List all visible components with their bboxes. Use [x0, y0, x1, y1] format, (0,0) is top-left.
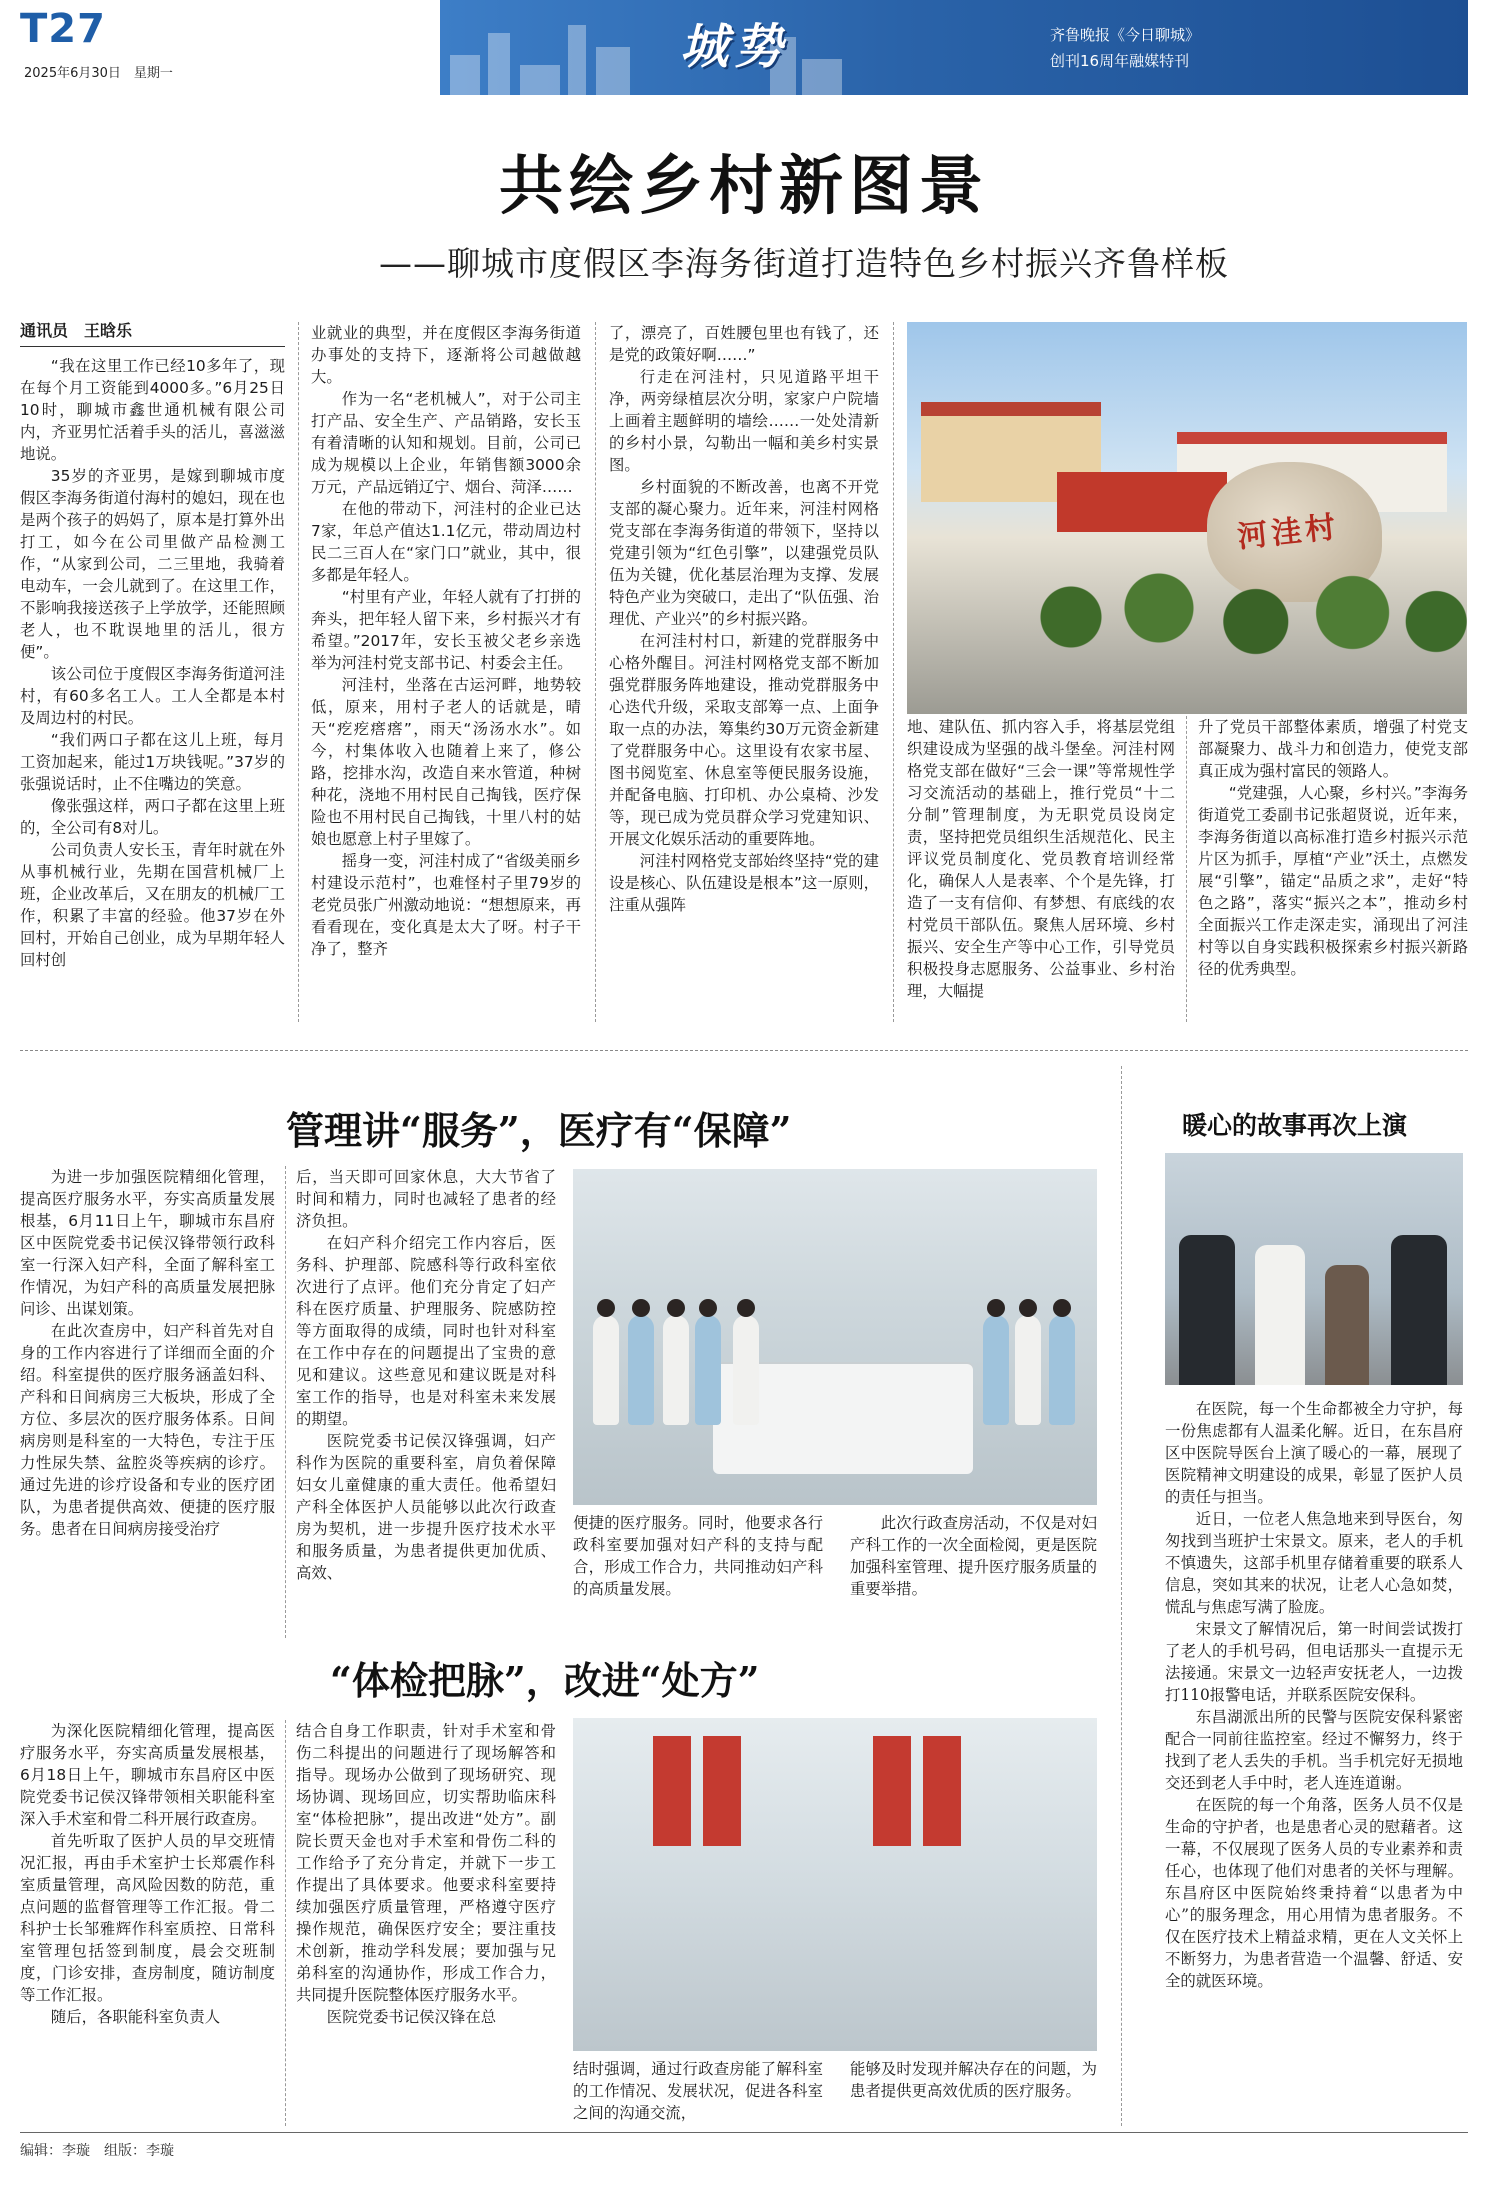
page-date: 2025年6月30日 星期一 [24, 66, 173, 81]
story2-column-1 [20, 1166, 275, 1638]
paragraph: 能够及时发现并解决存在的问题，为患者提供更高效优质的医疗服务。 [850, 2060, 1097, 2100]
story2-column-3 [573, 1512, 823, 1642]
head [699, 1299, 717, 1317]
village-photo [907, 322, 1467, 714]
elderly-woman [1325, 1265, 1369, 1385]
paragraph: 近日，一位老人焦急地来到导医台，匆匆找到当班护士宋景文。原来，老人的手机不慎遗失，这部手机里存储着重要的联系人信息，突如其来的状况，让老人心急如焚，慌乱与焦虑写满了脸庞。 [1165, 1510, 1463, 1616]
paragraph: 宋景文了解情况后，第一时间尝试拨打了老人的手机号码，但电话那头一直提示无法接通。宋景文一边轻声安抚老人，一边拨打110报警电话，并联系医院安保科。 [1165, 1620, 1463, 1704]
paragraph: 为深化医院精细化管理，提高医疗服务水平，夯实高质量发展根基，6月18日上午，聊城市东昌府区中医院党委书记侯汉锋带领相关职能科室深入手术室和骨二科开展行政查房。 [20, 1722, 275, 1828]
paragraph: 后，当天即可回家休息，大大节省了时间和精力，同时也减轻了患者的经济负担。 [296, 1168, 556, 1230]
person [663, 1315, 689, 1425]
head [1019, 1299, 1037, 1317]
story1-column-3 [609, 322, 879, 1026]
paragraph: 业就业的典型，并在度假区李海务街道办事处的支持下，逐渐将公司越做越大。 [311, 324, 581, 386]
column-divider [1121, 1066, 1122, 2126]
section-title: 城势 [680, 19, 789, 75]
paragraph: 在河洼村村口，新建的党群服务中心格外醒目。河洼村网格党支部不断加强党群服务阵地建设，推动党群服务中心迭代升级，采取支部筹一点、上面争取一点的办法，筹集约30万元资金新建了党群服务中心。这里设有农家书屋、图书阅览室、休息室等便民服务设施，并配备电脑、打印机、办公桌椅、沙发等，现已成为党员群众学习党建知识、开展文化娱乐活动的重要阵地。 [609, 632, 879, 848]
shrubs [1027, 572, 1467, 662]
warm-story-photo [1165, 1153, 1463, 1385]
police-officer [1179, 1235, 1235, 1385]
paragraph: 35岁的齐亚男，是嫁到聊城市度假区李海务街道付海村的媳妇，现在也是两个孩子的妈妈了，原本是打算外出打工，如今在公司里做产品检测工作，“从家到公司，二三里地，我骑着电动车，一会儿就到了。在这里工作，不影响我接送孩子上学放学，还能照顾老人，也不耽误地里的活儿，很方便”。 [20, 467, 285, 661]
paragraph: 乡村面貌的不断改善，也离不开党支部的凝心聚力。近年来，河洼村网格党支部在李海务街道的带领下，坚持以党建引领为“红色引擎”，以建强党员队伍为关键，优化基层治理为支撑、发展特色产业为突破口，走出了“队伍强、治理优、产业兴”的乡村振兴路。 [609, 478, 879, 628]
person [983, 1315, 1009, 1425]
paragraph: 在医院，每一个生命都被全力守护，每一份焦虑都有人温柔化解。近日，在东昌府区中医院导医台上演了暖心的一幕，展现了医院精神文明建设的成果，彰显了医护人员的责任与担当。 [1165, 1400, 1463, 1506]
promo-line-2: 创刊16周年融媒特刊 [1050, 52, 1190, 70]
paragraph: 在医院的每一个角落，医务人员不仅是生命的守护者，也是患者心灵的慰藉者。这一幕，不仅展现了医务人员的专业素养和责任心，也体现了他们对患者的关怀与理解。东昌府区中医院始终秉持着“以患者为中心”的服务理念，用心用情为患者服务。不仅在医疗技术上精益求精，更在人文关怀上不断努力，为患者营造一个温馨、舒适、安全的就医环境。 [1165, 1796, 1463, 1990]
head [987, 1299, 1005, 1317]
paragraph: 升了党员干部整体素质，增强了村党支部凝聚力、战斗力和创造力，使党支部真正成为强村富民的领路人。 [1198, 718, 1468, 780]
paragraph: 在他的带动下，河洼村的企业已达7家，年总产值达1.1亿元，带动周边村民二三百人在“家门口”就业，其中，很多都是年轻人。 [311, 500, 581, 584]
head [597, 1299, 615, 1317]
wall-poster [873, 1736, 911, 1846]
paragraph: 为进一步加强医院精细化管理，提高医疗服务水平，夯实高质量发展根基，6月11日上午，聊城市东昌府区中医院党委书记侯汉锋带领行政科室一行深入妇产科，全面了解科室工作情况，为妇产科的高质量发展把脉问诊、出谋划策。 [20, 1168, 275, 1318]
main-headline: 共绘乡村新图景 [499, 149, 989, 224]
section-divider [20, 1050, 1468, 1051]
story3-column-2 [296, 1720, 556, 2126]
meeting-photo [573, 1169, 1097, 1505]
head [667, 1299, 685, 1317]
paragraph: 河洼村网格党支部始终坚持“党的建设是核心、队伍建设是根本”这一原则，注重从强阵 [609, 852, 879, 914]
editor-credit: 编辑：李璇 组版：李璇 [20, 2143, 174, 2159]
paragraph: “我在这里工作已经10多年了，现在每个月工资能到4000多。”6月25日10时，聊城市鑫世通机械有限公司内，齐亚男忙活着手头的活儿，喜滋滋地说。 [20, 357, 285, 463]
masthead [20, 0, 1468, 95]
paragraph: 该公司位于度假区李海务街道河洼村，有60多名工人。工人全都是本村及周边村的村民。 [20, 665, 285, 727]
story3-column-4 [850, 2058, 1097, 2128]
signboard [1057, 472, 1227, 532]
person [733, 1315, 759, 1425]
story2-column-2 [296, 1166, 556, 1638]
story1-column-4 [907, 716, 1175, 1026]
main-subheadline: ——聊城市度假区李海务街道打造特色乡村振兴齐鲁样板 [379, 244, 1229, 283]
column-divider [298, 322, 299, 1022]
column-divider [1186, 716, 1187, 1022]
column-divider [595, 322, 596, 1022]
story1-column-2 [311, 322, 581, 1026]
paragraph: “村里有产业，年轻人就有了打拼的奔头，把年轻人留下来，乡村振兴才有希望。”2017年，安长玉被父老乡亲选举为河洼村党支部书记、村委会主任。 [311, 588, 581, 672]
person [593, 1315, 619, 1425]
paragraph: 摇身一变，河洼村成了“省级美丽乡村建设示范村”，也难怪村子里79岁的老党员张广州激动地说：“想想原来，再看看现在，变化真是太大了呀。村子干净了，整齐 [311, 852, 581, 958]
paragraph: 公司负责人安长玉，青年时就在外从事机械行业，先期在国营机械厂上班，企业改革后，又在朋友的机械厂工作，积累了丰富的经验。他37岁在外回村，开始自己创业，成为早期年轻人回村创 [20, 841, 285, 969]
paragraph: 医院党委书记侯汉锋在总 [326, 2008, 497, 2026]
footer-rule [20, 2132, 1468, 2133]
byline: 通讯员 王晗乐 [20, 320, 285, 347]
skyline-graphic [440, 0, 860, 95]
paragraph: “党建强，人心聚，乡村兴。”李海务街道党工委副书记张超贤说，近年来，李海务街道以高标准打造乡村振兴示范片区为抓手，厚植“产业”沃土，点燃发展“引擎”，锚定“品质之求”，走好“特色之路”，落实“振兴之本”，推动乡村全面振兴工作走深走实，涌现出了河洼村等以自身实践积极探索乡村振兴新路径的优秀典型。 [1198, 784, 1468, 978]
paragraph: 地、建队伍、抓内容入手，将基层党组织建设成为坚强的战斗堡垒。河洼村网格党支部在做好“三会一课”等常规性学习交流活动的基础上，推行党员“十二分制”管理制度，为无职党员设岗定责，坚持把党员组织生活规范化、民主评议党员制度化、党员教育培训经常化，确保人人是表率、个个是先锋，打造了一支有信仰、有梦想、有底线的农村党员干部队伍。聚焦人居环境、乡村振兴、安全生产等中心工作，引导党员积极投身志愿服务、公益事业、乡村治理，大幅提 [907, 718, 1175, 1000]
person [1049, 1315, 1075, 1425]
paragraph: 了，漂亮了，百姓腰包里也有钱了，还是党的政策好啊……” [609, 324, 879, 364]
story3-title: “体检把脉”，改进“处方” [330, 1658, 760, 1703]
paragraph: 在此次查房中，妇产科首先对自身的工作内容进行了详细而全面的介绍。科室提供的医疗服务涵盖妇科、产科和日间病房三大板块，形成了全方位、多层次的医疗服务体系。日间病房则是科室的一大特色，专注于压力性尿失禁、盆腔炎等疾病的诊疗。通过先进的诊疗设备和专业的医疗团队，为患者提供高效、便捷的医疗服务。患者在日间病房接受治疗 [20, 1322, 275, 1538]
nurse [1255, 1245, 1305, 1385]
column-divider [285, 1720, 286, 2126]
promo-line-1: 齐鲁晚报《今日聊城》 [1050, 26, 1201, 44]
wall-poster [703, 1736, 741, 1846]
paragraph: 结合自身工作职责，针对手术室和骨伤二科提出的问题进行了现场解答和指导。现场办公做到了现场研究、现场协调、现场回应，切实帮助临床科室“体检把脉”，提出改进“处方”。副院长贾天金也对手术室和骨伤二科的工作给予了充分肯定，并就下一步工作提出了具体要求。他要求科室要持续加强医疗质量管理，严格遵守医疗操作规范，确保医疗安全；要注重技术创新，推动学科发展；要加强与兄弟科室的沟通协作，形成工作合力，共同提升医院整体医疗服务水平。 [296, 1722, 556, 2004]
story1-column-5 [1198, 716, 1468, 1026]
paragraph: 随后，各职能科室负责人 [50, 2008, 221, 2026]
story1-column-1 [20, 320, 285, 1020]
person [628, 1315, 654, 1425]
paragraph: 便捷的医疗服务。同时，他要求各行政科室要加强对妇产科的支持与配合，形成工作合力，共同推动妇产科的高质量发展。 [573, 1514, 823, 1598]
inspection-photo [573, 1718, 1097, 2051]
paragraph: 医院党委书记侯汉锋强调，妇产科作为医院的重要科室，肩负着保障妇女儿童健康的重大责任。他希望妇产科全体医护人员能够以此次行政查房为契机，进一步提升医疗技术水平和服务质量，为患者提供更加优质、高效、 [296, 1432, 556, 1582]
story3-column-3 [573, 2058, 823, 2128]
paragraph: 此次行政查房活动，不仅是对妇产科工作的一次全面检阅，更是医院加强科室管理、提升医疗服务质量的重要举措。 [850, 1514, 1097, 1598]
paragraph: 首先听取了医护人员的早交班情况汇报，再由手术室护士长郑震作科室质量管理，高风险因数的防范，重点问题的监督管理等工作汇报。骨二科护士长邹雅辉作科室质控、日常科室管理包括签到制度，晨会交班制度，门诊安排，查房制度，随访制度等工作汇报。 [20, 1832, 275, 2004]
village-stone-text: 河洼村 [1235, 509, 1341, 556]
page-number: T27 [20, 6, 106, 52]
paragraph: 结时强调，通过行政查房能了解科室的工作情况、发展状况，促进各科室之间的沟通交流， [573, 2060, 823, 2122]
promo-text [1050, 22, 1200, 74]
story2-column-4 [850, 1512, 1097, 1642]
person [1015, 1315, 1041, 1425]
paragraph: 河洼村，坐落在古运河畔，地势较低，原来，用村子老人的话就是，晴天“疙疙瘩瘩”，雨天“汤汤水水”。如今，村集体收入也随着上来了，修公路，挖排水沟，改造自来水管道，种树种花，浇地不用村民自己掏钱，医疗保险也不用村民自己掏钱，十里八村的姑娘也愿意上村子里嫁了。 [311, 676, 581, 848]
story2-title: 管理讲“服务”，医疗有“保障” [286, 1108, 792, 1153]
person [695, 1315, 721, 1425]
paragraph: 行走在河洼村，只见道路平坦干净，两旁绿植层次分明，家家户户院墙上画着主题鲜明的墙绘……一处处清新的乡村小景，勾勒出一幅和美乡村实景图。 [609, 368, 879, 474]
head [1053, 1299, 1071, 1317]
head [737, 1299, 755, 1317]
section-banner [440, 0, 1468, 95]
paragraph: 在妇产科介绍完工作内容后，医务科、护理部、院感科等行政科室依次进行了点评。他们充分肯定了妇产科在医疗质量、护理服务、院感防控等方面取得的成绩，同时也针对科室在工作中存在的问题提出了宝贵的意见和建议。这些意见和建议既是对科室工作的指导，也是对科室未来发展的期望。 [296, 1234, 556, 1428]
paragraph: 像张强这样，两口子都在这里上班的，全公司有8对儿。 [20, 797, 285, 837]
wall-poster [653, 1736, 691, 1846]
paragraph: 作为一名“老机械人”，对于公司主打产品、安全生产、产品销路，安长玉有着清晰的认知和规划。目前，公司已成为规模以上企业，年销售额3000余万元，产品远销辽宁、烟台、菏泽…… [311, 390, 581, 496]
story4-column [1165, 1398, 1463, 2128]
security-guard [1391, 1235, 1447, 1385]
wall-poster [923, 1736, 961, 1846]
column-divider [285, 1166, 286, 1638]
column-divider [893, 322, 894, 1022]
story4-title: 暖心的故事再次上演 [1182, 1111, 1408, 1140]
head [632, 1299, 650, 1317]
story3-column-1 [20, 1720, 275, 2126]
paragraph: “我们两口子都在这儿上班，每月工资加起来，能过1万块钱呢。”37岁的张强说话时，止不住嘴边的笑意。 [20, 731, 285, 793]
paragraph: 东昌湖派出所的民警与医院安保科紧密配合一同前往监控室。经过不懈努力，终于找到了老人丢失的手机。当手机完好无损地交还到老人手中时，老人连连道谢。 [1165, 1708, 1463, 1792]
